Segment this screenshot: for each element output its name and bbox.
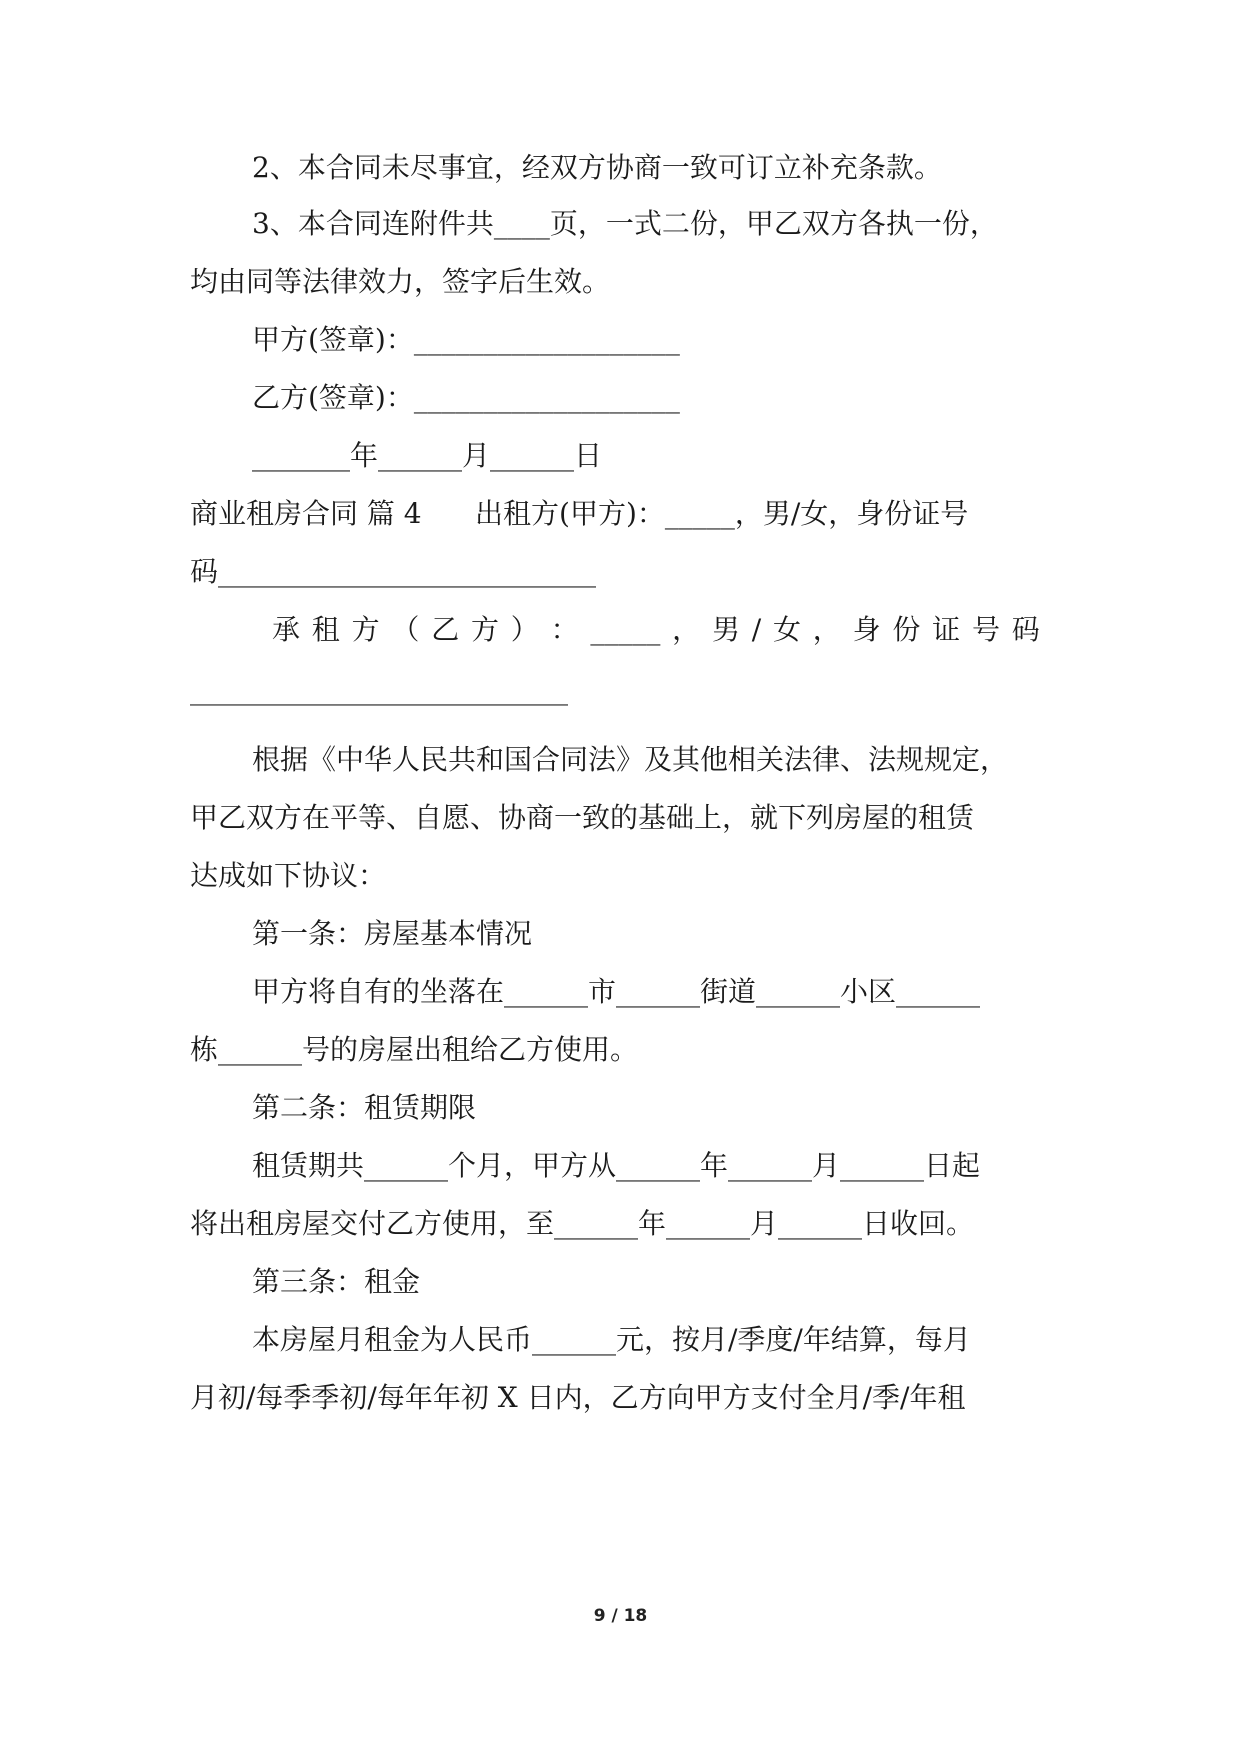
preamble-line-2: 甲乙双方在平等、自愿、协商一致的基础上，就下列房屋的租赁 <box>190 801 975 834</box>
lessee-token: 方 <box>351 613 380 646</box>
clause-3-line-1: 3、本合同连附件共____页，一式二份，甲乙双方各执一份， <box>252 207 998 240</box>
article-3-line-2: 月初/每季季初/每年年初 X 日内，乙方向甲方支付全月/季/年租 <box>190 1381 966 1414</box>
article-1-line-1: 甲方将自有的坐落在______市______街道______小区______ <box>252 975 981 1008</box>
lessee-token: 码 <box>1011 613 1040 646</box>
lessee-token: ： <box>550 613 579 646</box>
lessee-token: 号 <box>971 613 1000 646</box>
clause-2: 2、本合同未尽事宜，经双方协商一致可订立补充条款。 <box>252 151 942 184</box>
lessee-token: ， <box>812 613 841 646</box>
lessee-token: 承 <box>272 613 301 646</box>
preamble-line-3: 达成如下协议： <box>190 859 387 892</box>
contract-4-header: 商业租房合同 篇 4 出租方(甲方)：_____，男/女，身份证号 <box>190 497 969 530</box>
lessee-info-line <box>272 610 1040 650</box>
lessee-token: 身 <box>852 613 881 646</box>
page-number: 9 / 18 <box>593 1606 648 1626</box>
lessee-token: 份 <box>892 613 921 646</box>
lessee-token: 男 <box>711 613 740 646</box>
party-a-signature: 甲方(签章)：___________________ <box>252 323 680 356</box>
article-1-line-2: 栋______号的房屋出租给乙方使用。 <box>190 1033 639 1066</box>
lessee-token: （ <box>391 613 420 646</box>
lessor-id-line: 码___________________________ <box>190 555 597 588</box>
lessee-token: 方 <box>470 613 499 646</box>
lessee-token: 证 <box>932 613 961 646</box>
article-2-line-2: 将出租房屋交付乙方使用，至______年______月______日收回。 <box>190 1207 975 1240</box>
article-1-heading: 第一条：房屋基本情况 <box>252 917 533 950</box>
article-3-line-1: 本房屋月租金为人民币______元，按月/季度/年结算，每月 <box>252 1323 971 1356</box>
lessee-id-blank: ___________________________ <box>190 673 568 706</box>
article-3-heading: 第三条：租金 <box>252 1265 421 1298</box>
lessee-token: ， <box>672 613 701 646</box>
party-b-signature: 乙方(签章)：___________________ <box>252 381 680 414</box>
lessee-token: 乙 <box>431 613 460 646</box>
clause-3-line-2: 均由同等法律效力，签字后生效。 <box>190 265 611 298</box>
signing-date: _______年______月______日 <box>252 439 603 472</box>
lessee-token: 女 <box>772 613 801 646</box>
article-2-heading: 第二条：租赁期限 <box>252 1091 477 1124</box>
lessee-token: _____ <box>590 613 661 646</box>
article-2-line-1: 租赁期共______个月，甲方从______年______月______日起 <box>252 1149 981 1182</box>
lessee-token: ） <box>510 613 539 646</box>
lessee-token: / <box>751 613 762 646</box>
lessee-token: 租 <box>311 613 340 646</box>
preamble-line-1: 根据《中华人民共和国合同法》及其他相关法律、法规规定， <box>252 743 1009 776</box>
